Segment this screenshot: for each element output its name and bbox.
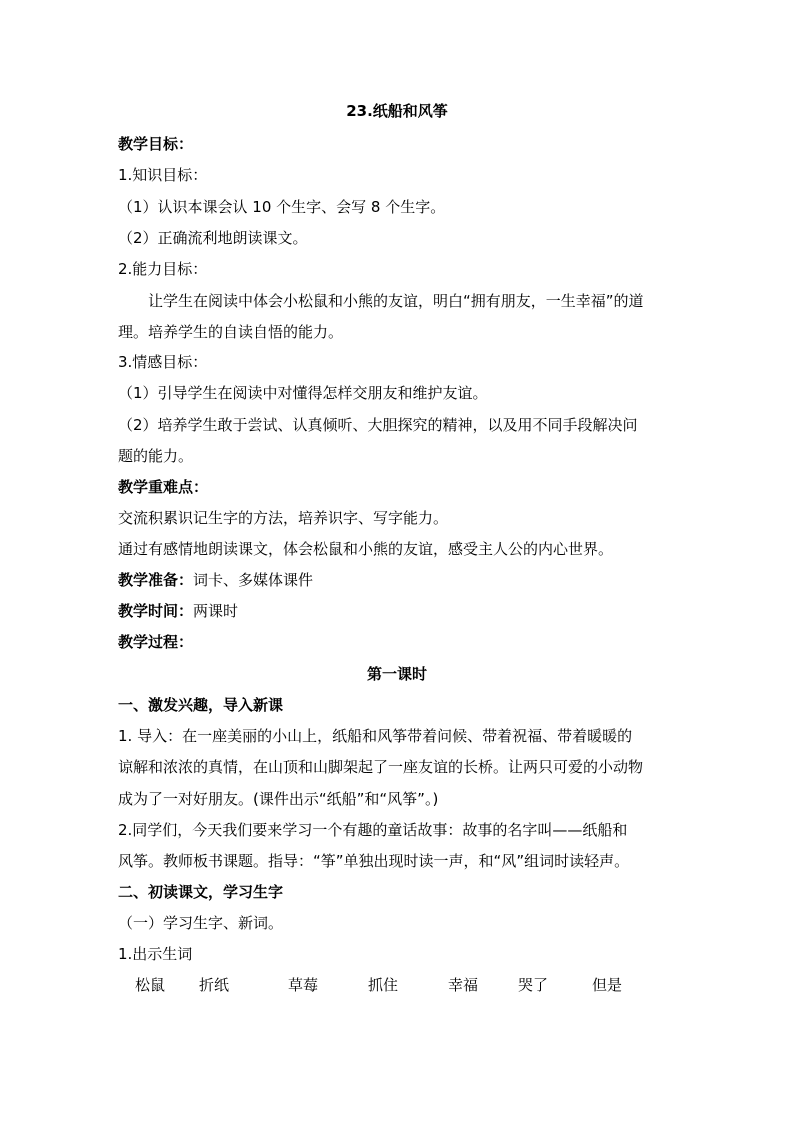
ability-heading: 2.能力目标：	[118, 260, 208, 278]
key-points-heading: 教学重难点：	[118, 478, 209, 496]
section-2-item-heading: 1.出示生词	[118, 945, 193, 963]
time-label: 教学时间：	[118, 602, 194, 620]
preparation-label: 教学准备：	[118, 571, 194, 589]
ability-text-line-1: 让学生在阅读中体会小松鼠和小熊的友谊，明白“拥有朋友，一生幸福”的道	[148, 292, 644, 310]
time-row	[118, 601, 238, 621]
lesson-title: 第一课时	[366, 665, 427, 683]
vocab-word: 抓住	[368, 976, 399, 994]
emotion-item-2-line-2: 题的能力。	[118, 447, 194, 465]
vocab-word: 哭了	[518, 976, 549, 994]
vocab-word: 草莓	[288, 976, 319, 994]
section-1-paragraph-1-line-3: 成为了一对好朋友。(课件出示“纸船”和“风筝”。)	[118, 790, 439, 808]
document-title: 23.纸船和风筝	[346, 102, 448, 120]
key-points-line-1: 交流积累识记生字的方法，培养识字、写字能力。	[118, 509, 449, 527]
section-1-paragraph-1-line-1: 1. 导入：在一座美丽的小山上，纸船和风筝带着问候、带着祝福、带着暖暖的	[118, 727, 633, 745]
section-1-paragraph-2-line-1: 2.同学们，今天我们要来学习一个有趣的童话故事：故事的名字叫——纸船和	[118, 821, 628, 839]
goals-heading: 教学目标：	[118, 135, 194, 153]
time-value: 两课时	[193, 602, 239, 620]
emotion-item-1: （1）引导学生在阅读中对懂得怎样交朋友和维护友谊。	[118, 384, 488, 402]
vocab-word: 但是	[592, 976, 623, 994]
vocab-word: 幸福	[448, 976, 479, 994]
vocab-word: 折纸	[199, 976, 230, 994]
section-1-paragraph-1-line-2: 谅解和浓浓的真情，在山顶和山脚架起了一座友谊的长桥。让两只可爱的小动物	[118, 758, 644, 776]
knowledge-item-1: （1）认识本课会认 10 个生字、会写 8 个生字。	[118, 198, 446, 216]
section-1-heading: 一、激发兴趣，导入新课	[118, 696, 284, 714]
emotion-item-2-line-1: （2）培养学生敢于尝试、认真倾听、大胆探究的精神，以及用不同手段解决问	[118, 416, 638, 434]
section-2-subheading: （一）学习生字、新词。	[118, 914, 284, 932]
vocab-word: 松鼠	[135, 976, 166, 994]
knowledge-item-2: （2）正确流利地朗读课文。	[118, 229, 308, 247]
ability-text-line-2: 理。培养学生的自读自悟的能力。	[118, 323, 344, 341]
key-points-line-2: 通过有感情地朗读课文，体会松鼠和小熊的友谊，感受主人公的内心世界。	[118, 540, 614, 558]
section-1-paragraph-2-line-2: 风筝。教师板书课题。指导：“筝”单独出现时读一声，和“风”组词时读轻声。	[118, 852, 630, 870]
preparation-value: 词卡、多媒体课件	[193, 571, 314, 589]
emotion-heading: 3.情感目标：	[118, 353, 208, 371]
knowledge-heading: 1.知识目标：	[118, 166, 208, 184]
section-2-heading: 二、初读课文，学习生字	[118, 883, 284, 901]
preparation-row	[118, 570, 313, 590]
process-heading: 教学过程：	[118, 633, 194, 651]
